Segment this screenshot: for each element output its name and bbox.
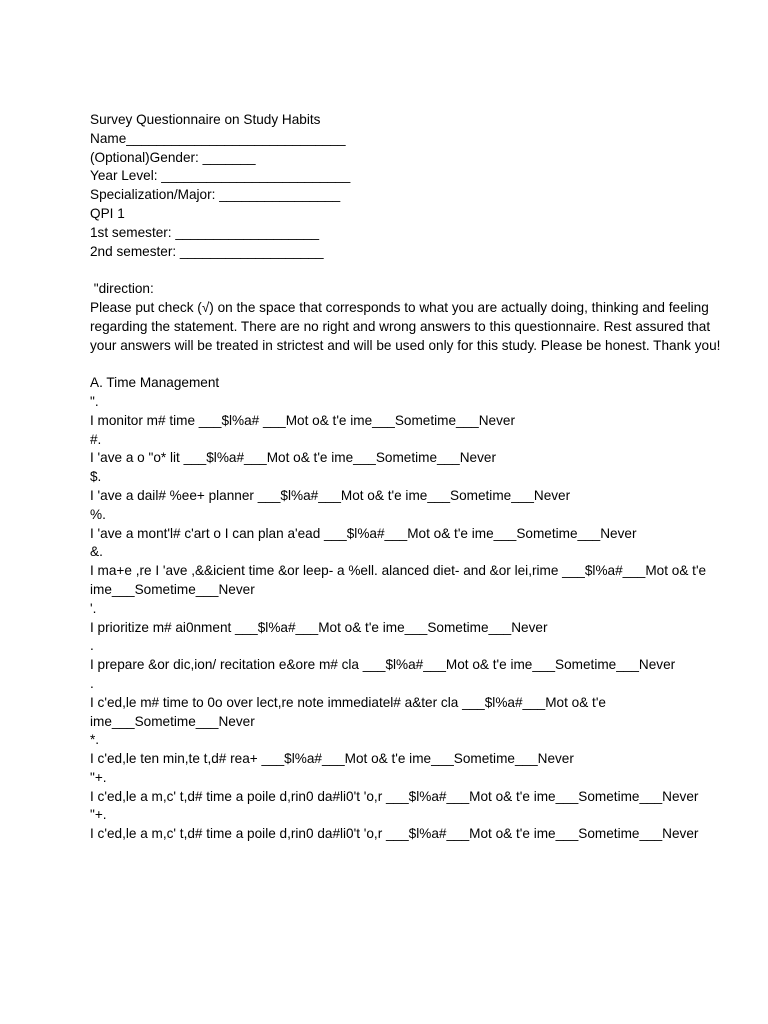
question-text: I c'ed,le a m,c' t,d# time a poile d,rin0 da#li0't 'o,r ___$l%a#___Mot o& t'e ime___Sometime___Never: [90, 826, 699, 842]
section-title: A. Time Management: [90, 375, 220, 391]
question-number: '.: [90, 600, 97, 616]
question-number: "+.: [90, 769, 107, 785]
question-number: .: [90, 675, 94, 691]
name-field: Name_____________________________: [90, 130, 346, 146]
question-number: $.: [90, 469, 102, 485]
question-text: I c'ed,le m# time to 0o over lect,re note immediatel# a&ter cla ___$l%a#___Mot o& t'e ime___Sometime___Never: [90, 694, 606, 729]
question-number: *.: [90, 732, 100, 748]
question-list: [90, 393, 730, 844]
question-item: [90, 393, 730, 431]
question-item: [90, 468, 730, 506]
spacer: [90, 261, 730, 280]
survey-title: Survey Questionnaire on Study Habits: [90, 112, 321, 127]
first-semester-field: 1st semester: ___________________: [90, 224, 320, 240]
year-level-field: Year Level: _________________________: [90, 168, 351, 184]
question-number: %.: [90, 506, 106, 522]
spacer: [90, 355, 730, 374]
question-number: ".: [90, 393, 99, 409]
question-item: [90, 506, 730, 544]
question-text: I ma+e ,re I 'ave ,&&icient time &or leep- a %ell. alanced diet- and &or lei,rime ___$l%a#___Mot o& t'e ime___Sometime___Never: [90, 563, 707, 597]
question-item: [90, 731, 730, 769]
question-item: [90, 769, 730, 807]
question-number: "+.: [90, 807, 107, 823]
second-semester-field: 2nd semester: ___________________: [90, 243, 324, 259]
question-text: I prepare &or dic,ion/ recitation e&ore m# cla ___$l%a#___Mot o& t'e ime___Sometime___Never: [90, 657, 676, 673]
survey-document: [90, 111, 730, 844]
question-text: I monitor m# time ___$l%a# ___Mot o& t'e ime___Sometime___Never: [90, 412, 515, 428]
question-text: I 'ave a o "o* lit ___$l%a#___Mot o& t'e ime___Sometime___Never: [90, 450, 496, 466]
directions-label: "direction:: [90, 281, 154, 297]
question-text: I c'ed,le a m,c' t,d# time a poile d,rin0 da#li0't 'o,r ___$l%a#___Mot o& t'e ime___Sometime___Never: [90, 788, 699, 804]
question-item: [90, 637, 730, 675]
question-text: I 'ave a dail# %ee+ planner ___$l%a#___Mot o& t'e ime___Sometime___Never: [90, 487, 571, 503]
question-item: [90, 675, 730, 731]
question-number: #.: [90, 431, 102, 447]
question-number: &.: [90, 544, 103, 560]
question-item: [90, 806, 730, 844]
directions-text: Please put check (√) on the space that corresponds to what you are actually doing, thinking and feeling regarding the statement. There are no right and wrong answers to this questionnaire. Rest assured that your answers will be treated in strictest and will be used only for this study. Please be honest. Thank you!: [90, 299, 721, 353]
gender-field: (Optional)Gender: _______: [90, 149, 256, 165]
question-text: I prioritize m# ai0nment ___$l%a#___Mot o& t'e ime___Sometime___Never: [90, 619, 548, 635]
question-text: I 'ave a mont'l# c'art o I can plan a'ead ___$l%a#___Mot o& t'e ime___Sometime___Never: [90, 525, 637, 541]
question-item: [90, 543, 730, 599]
question-item: [90, 600, 730, 638]
question-text: I c'ed,le ten min,te t,d# rea+ ___$l%a#___Mot o& t'e ime___Sometime___Never: [90, 751, 574, 767]
question-number: .: [90, 638, 94, 654]
question-item: [90, 431, 730, 469]
major-field: Specialization/Major: ________________: [90, 187, 341, 203]
qpi-label: QPI 1: [90, 205, 125, 221]
